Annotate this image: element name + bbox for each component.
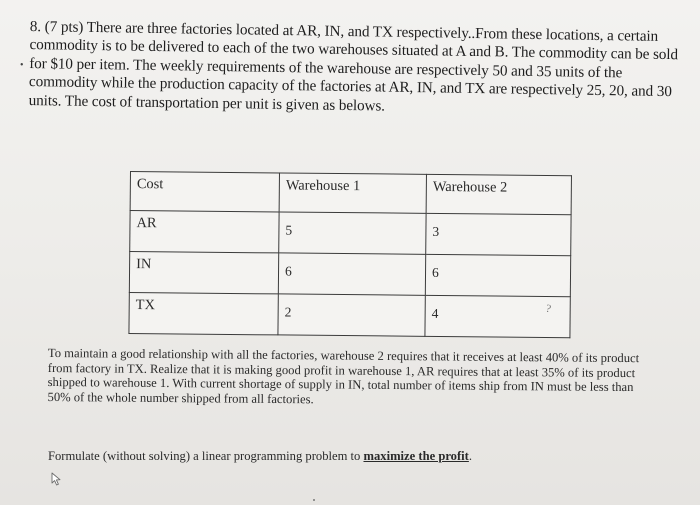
row-factory: TX	[129, 292, 278, 334]
cell-value: 6	[431, 264, 439, 280]
constraints-paragraph: To maintain a good relationship with all the factories, warehouse 2 requires that it receives at least 40% of its product from factory in TX. Realize that it is making good profit in warehouse 1, AR requires that at least 35% of its product shipped to warehouse 1. With current shortage of supply in IN, total number of items ship from IN must be less than 50% of the whole number shipped from all factories.	[47, 346, 640, 407]
cell-value: 4	[431, 305, 439, 321]
bullet-mark: •	[20, 60, 24, 71]
row-factory: AR	[130, 211, 279, 253]
table-row	[129, 252, 570, 297]
header-cost: Cost	[130, 172, 279, 212]
cell-w2-cost	[426, 213, 571, 255]
cell-value: 5	[285, 222, 293, 238]
mouse-pointer-icon	[51, 472, 63, 486]
table-row	[130, 211, 571, 256]
cell-value: 6	[284, 263, 292, 279]
stray-question-mark: ?	[544, 302, 553, 316]
cell-w1-cost	[278, 294, 425, 336]
cell-w2-cost	[425, 295, 570, 337]
cell-value: 3	[432, 223, 440, 239]
cell-value: 2	[284, 304, 292, 320]
row-factory: IN	[129, 252, 278, 294]
instruction-suffix: .	[468, 449, 473, 463]
header-warehouse-2: Warehouse 2	[426, 174, 571, 214]
cell-w1-cost	[279, 212, 426, 254]
instruction-prefix: Formulate (without solving) a linear programming problem to	[48, 449, 364, 463]
instruction-emphasis: maximize the profit	[363, 449, 469, 463]
table-row	[129, 292, 570, 337]
cell-w2-cost	[425, 254, 570, 296]
cost-table	[128, 171, 572, 338]
instruction-line	[48, 449, 648, 464]
header-warehouse-1: Warehouse 1	[279, 173, 426, 213]
speck	[313, 499, 315, 501]
problem-statement: 8. (7 pts) There are three factories located at AR, IN, and TX respectively..From these locations, a certain commodity is to be delivered to each of the two warehouses situated at A and B. The commodity can be sold for $10 per item. The weekly requirements of the warehouse are respectively 50 and 35 units of the commodity while the production capacity of the factories at AR, IN, and TX are respectively 25, 20, and 30 units. The cost of transportation per unit is given as belows.	[28, 18, 679, 115]
table-header-row	[130, 172, 571, 215]
cell-w1-cost	[278, 253, 425, 295]
